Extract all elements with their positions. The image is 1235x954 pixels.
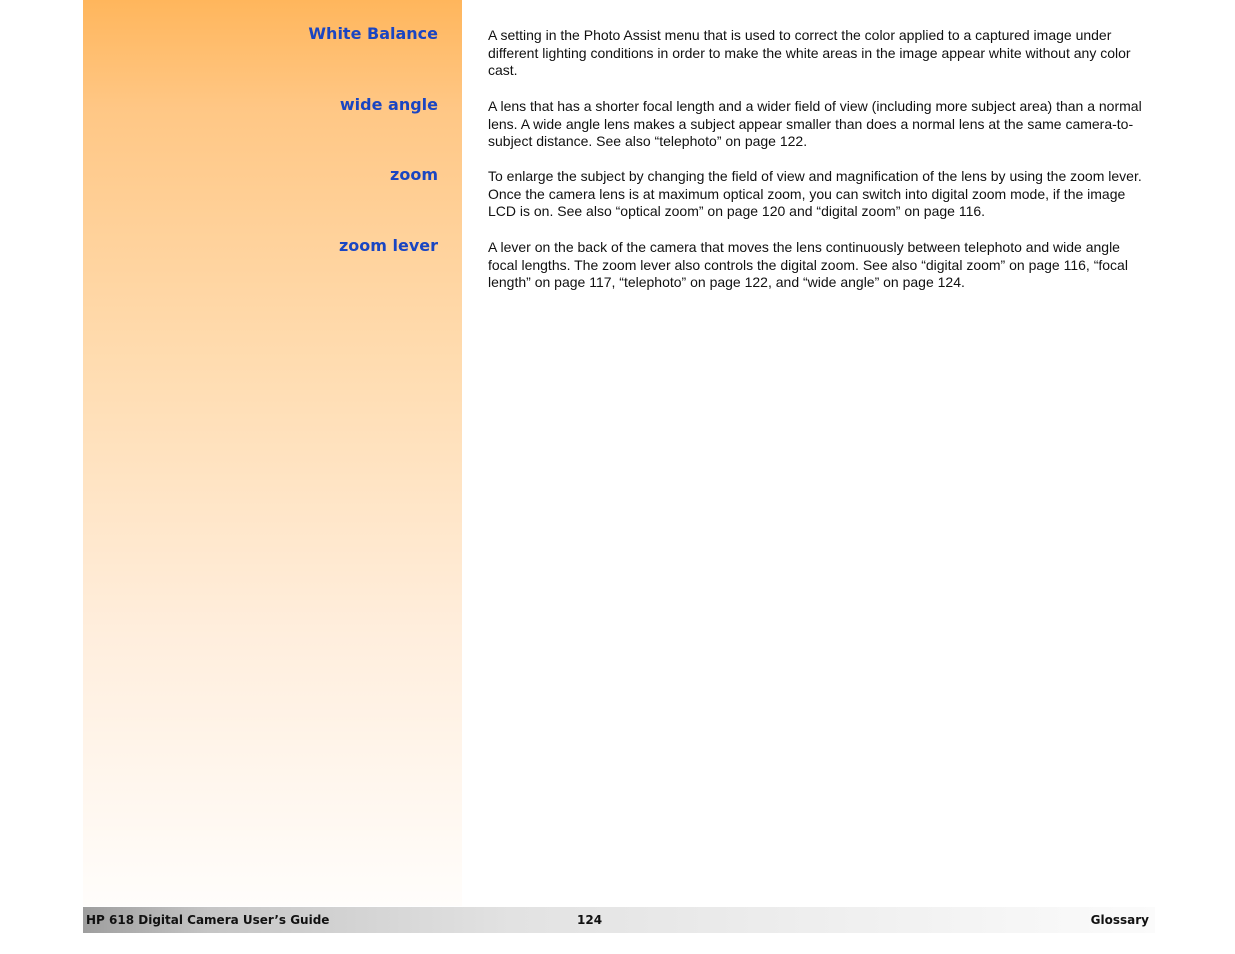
glossary-definition: To enlarge the subject by changing the field of view and magnification of the lens by using the zoom lever. Once the camera lens is at maximum optical zoom, you can switch into digital zoom mode, if the image LCD is on. See also “optical zoom” on page 120 and “digital zoom” on page 116. (488, 168, 1142, 219)
footer-guide-title: HP 618 Digital Camera User’s Guide (86, 913, 330, 927)
glossary-definition: A lens that has a shorter focal length and a wider field of view (including more subject area) than a normal lens. A wide angle lens makes a subject appear smaller than does a normal lens at the same camera-to-subject distance. See also “telephoto” on page 122. (488, 98, 1142, 149)
footer-section-name: Glossary (1090, 913, 1149, 927)
glossary-definition: A setting in the Photo Assist menu that is used to correct the color applied to a captured image under different lighting conditions in order to make the white areas in the image appear white without any color cast. (488, 27, 1131, 78)
glossary-definition: A lever on the back of the camera that moves the lens continuously between telephoto and wide angle focal lengths. The zoom lever also controls the digital zoom. See also “digital zoom” on page 116, “focal length” on page 117, “telephoto” on page 122, and “wide angle” on page 124. (488, 239, 1128, 290)
glossary-term: zoom lever (338, 236, 438, 255)
page-footer (83, 907, 1155, 933)
sidebar-gradient (83, 0, 462, 906)
glossary-term: zoom (390, 165, 438, 184)
glossary-term: wide angle (339, 95, 438, 114)
footer-page-number: 124 (577, 913, 603, 927)
glossary-term: White Balance (308, 24, 438, 43)
